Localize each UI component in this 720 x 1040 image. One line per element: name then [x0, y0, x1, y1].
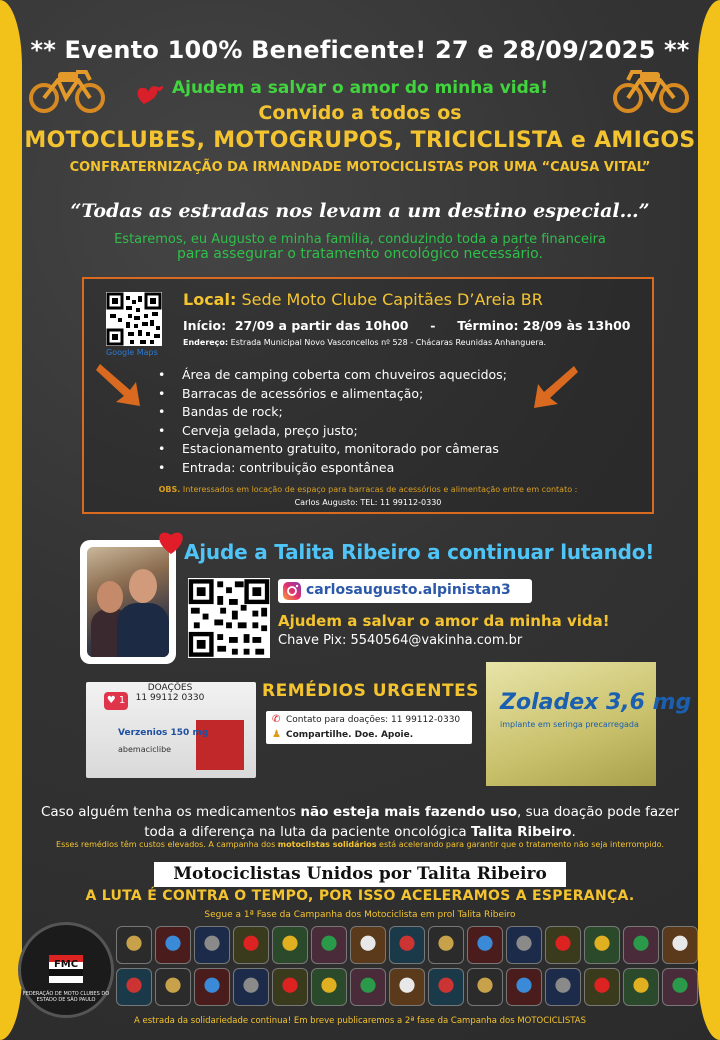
arrow-down-left-icon [528, 362, 578, 424]
right-yellow-border [698, 0, 720, 1040]
pix-key: Chave Pix: 5540564@vakinha.com.br [278, 633, 523, 648]
couple-photo [80, 540, 176, 664]
qr-code-icon [106, 292, 162, 346]
subtitle: Ajudem a salvar o amor do minha vida! [171, 78, 549, 98]
heart-icon [156, 528, 186, 556]
motoclub-logo [311, 968, 347, 1006]
motoclub-logo [272, 926, 308, 964]
motoclub-logo [623, 926, 659, 964]
costs-text-part: Esses remédios têm custos elevados. A campanha dos [56, 840, 278, 849]
photo-image [87, 547, 169, 657]
appeal-line-2 [0, 822, 720, 842]
qr-code-donation[interactable] [188, 578, 270, 658]
seal-text: FEDERAÇÃO DE MOTO CLUBES DO ESTADO DE SÃO PAULO [22, 991, 110, 1003]
motoclub-logo [233, 926, 269, 964]
list-item: • Estacionamento gratuito, monitorado por câmeras [158, 440, 507, 459]
motoclub-logo [194, 926, 230, 964]
motoclub-logo [662, 968, 698, 1006]
zoladex-brand: Zoladex 3,6 mg [500, 690, 692, 715]
medicine-heading: REMÉDIOS URGENTES [262, 681, 479, 701]
medicine-share: Compartilhe. Doe. Apoie. [286, 730, 414, 740]
motoclub-logo [116, 968, 152, 1006]
box-donation-label: DOAÇÕES 11 99112 0330 [135, 683, 205, 703]
page-title: ** Evento 100% Beneficente! 27 e 28/09/2025 ** [30, 36, 690, 64]
person-icon: ♟ [272, 729, 281, 740]
closing-text: A estrada da solidariedade continua! Em breve publicaremos a 2ª fase da Campanha dos MOTOCICLISTAS [133, 1016, 587, 1026]
motoclub-logo [389, 926, 425, 964]
motoclub-logo [233, 968, 269, 1006]
event-address [183, 338, 546, 347]
motoclub-logo [584, 926, 620, 964]
contact-phone: Carlos Augusto: TEL: 11 99112-0330 [294, 498, 442, 507]
obs-note [90, 485, 646, 494]
costs-text-part: está acelerando para garantir que o tratamento não seja interrompido. [376, 840, 664, 849]
verzenios-drug: abemaciclibe [118, 745, 172, 754]
qr-code-maps[interactable] [106, 292, 162, 346]
obs-label: OBS. [158, 485, 181, 494]
appeal-line-1 [0, 802, 720, 822]
verzenios-brand: Verzenios 150 mg [118, 728, 209, 738]
qr-code-icon [188, 578, 270, 658]
address-label: Endereço: [183, 338, 229, 347]
invite-text: Convido a todos os [258, 102, 462, 124]
seal-abbr: FMC [53, 959, 79, 970]
motoclub-logo [311, 926, 347, 964]
info-text [0, 232, 720, 262]
like-count: 1 [118, 695, 126, 706]
federation-seal [18, 922, 114, 1018]
phase-text: Segue a 1ª Fase da Campanha dos Motociclista em prol Talita Ribeiro [204, 910, 516, 920]
list-item: • Barracas de acessórios e alimentação; [158, 385, 507, 404]
location-label: Local: [183, 290, 237, 309]
motoclub-logo [545, 968, 581, 1006]
list-item: • Área de camping coberta com chuveiros aquecidos; [158, 366, 507, 385]
motoclub-logo [428, 926, 464, 964]
appeal-text-part: toda a diferença na luta da paciente oncológica [144, 824, 471, 840]
list-item: • Bandas de rock; [158, 403, 507, 422]
motoclub-logo [662, 926, 698, 964]
arrow-down-right-icon [96, 360, 146, 422]
address-value: Estrada Municipal Novo Vasconcellos nº 528 - Chácaras Reunidas Anhanguera. [230, 338, 547, 347]
motoclub-logo [350, 926, 386, 964]
appeal-text-part: Caso alguém tenha os medicamentos [40, 804, 301, 820]
donation-plea: Ajudem a salvar o amor da minha vida! [278, 612, 610, 630]
motoclub-logo [467, 968, 503, 1006]
motoclub-logo [467, 926, 503, 964]
zoladex-sub: implante em seringa precarregada [500, 720, 639, 729]
donation-title: Ajude a Talita Ribeiro a continuar lutando! [184, 540, 655, 564]
campaign-title: Motociclistas Unidos por Talita Ribeiro [173, 864, 547, 884]
appeal-text-bold: não esteja mais fazendo uso [300, 804, 517, 820]
medicine-contact: Contato para doações: 11 99112-0330 [286, 715, 461, 725]
info-line-2: para assegurar o tratamento oncológico necessário. [177, 246, 543, 262]
obs-text: Interessados em locação de espaço para barracas de acessórios e alimentação entre em contato : [182, 485, 578, 494]
groups-heading: MOTOCLUBES, MOTOGRUPOS, TRICICLISTA e AMIGOS [24, 128, 696, 153]
phone-icon: ✆ [272, 714, 281, 725]
motoclub-logo [428, 968, 464, 1006]
motoclub-logo [350, 968, 386, 1006]
info-line-1: Estaremos, eu Augusto e minha família, conduzindo toda a parte financeira [114, 232, 606, 247]
motoclub-logo [506, 926, 542, 964]
motoclub-logo [545, 926, 581, 964]
appeal-text-part: , sua doação pode fazer [517, 804, 680, 820]
location-value: Sede Moto Clube Capitães D’Areia BR [241, 290, 543, 309]
motoclub-logo [389, 968, 425, 1006]
confraternization-text: CONFRATERNIZAÇÃO DA IRMANDADE MOTOCICLISTAS POR UMA “CAUSA VITAL” [69, 160, 651, 175]
motoclub-logo [155, 926, 191, 964]
list-item: • Entrada: contribuição espontânea [158, 459, 507, 478]
slogan: A LUTA É CONTRA O TEMPO, POR ISSO ACELERAMOS A ESPERANÇA. [85, 888, 635, 904]
costs-text-bold: motoclistas solidários [277, 840, 377, 849]
motoclub-logo [116, 926, 152, 964]
left-yellow-border [0, 0, 22, 1040]
costs-note [0, 840, 720, 849]
event-location [183, 290, 543, 309]
list-item: • Cerveja gelada, preço justo; [158, 422, 507, 441]
motoclub-logo [272, 968, 308, 1006]
motoclub-logo [623, 968, 659, 1006]
quote: “Todas as estradas nos levam a um destino especial…” [70, 200, 650, 222]
appeal-text-bold: Talita Ribeiro [470, 824, 572, 840]
motoclub-logo [155, 968, 191, 1006]
event-features-list [158, 366, 507, 478]
appeal-text-part: . [571, 824, 576, 840]
like-badge: ♥ 1 [104, 692, 128, 710]
motoclub-logo [584, 968, 620, 1006]
instagram-icon [282, 581, 302, 601]
motoclub-logo [194, 968, 230, 1006]
appeal-text [0, 802, 720, 842]
event-schedule: Início: 27/09 a partir das 10h00 - Término: 28/09 às 13h00 [183, 318, 631, 333]
instagram-handle[interactable]: carlosaugusto.alpinistan3 [306, 582, 511, 598]
motoclub-logo [506, 968, 542, 1006]
qr-caption: Google Maps [106, 348, 158, 357]
